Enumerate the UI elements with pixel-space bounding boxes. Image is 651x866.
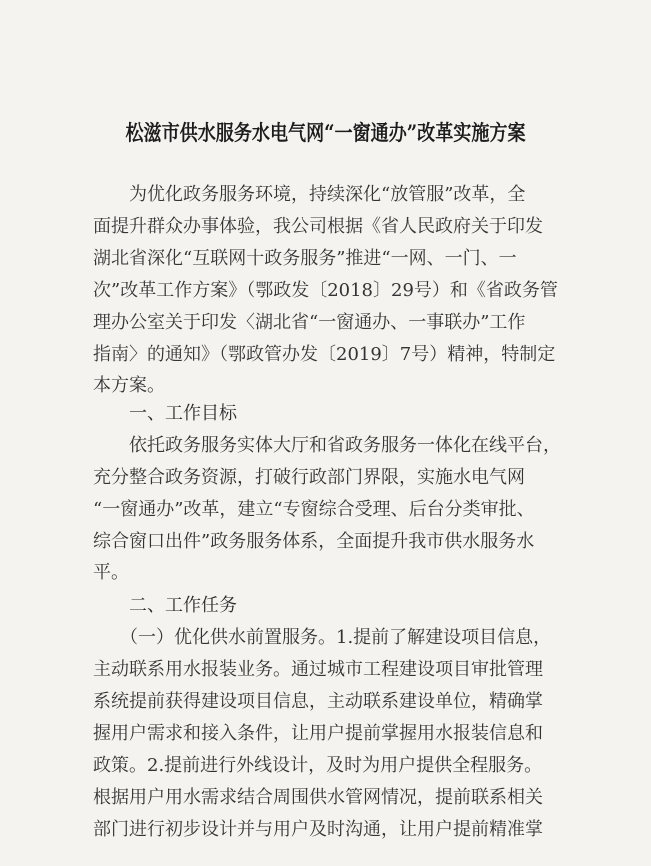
section-heading-2: 二、工作任务	[93, 595, 237, 616]
body-line: 握用户需求和接入条件，让用户提前掌握用水报装信息和	[93, 723, 543, 744]
body-line: 次”改革工作方案》（鄂政发〔2018〕29号）和《省政务管	[93, 280, 558, 301]
body-line: 充分整合政务资源，打破行政部门界限，实施水电气网	[93, 467, 525, 488]
body-line: 主动联系用水报装业务。通过城市工程建设项目审批管理	[93, 659, 543, 680]
body-line: 面提升群众办事体验，我公司根据《省人民政府关于印发	[93, 216, 543, 237]
body-line: “一窗通办”改革，建立“专窗综合受理、后台分类审批、	[93, 499, 535, 520]
document-title: 松滋市供水服务水电气网“一窗通办”改革实施方案	[125, 120, 526, 145]
body-line: 湖北省深化“互联网十政务服务”推进“一网、一门、一	[93, 248, 517, 269]
body-line: 部门进行初步设计并与用户及时沟通，让用户提前精准掌	[93, 819, 543, 840]
body-line: 依托政务服务实体大厅和省政务服务一体化在线平台，	[93, 435, 561, 456]
body-line: 综合窗口出件”政务服务体系，全面提升我市供水服务水	[93, 531, 535, 552]
body-line: 指南〉的通知》（鄂政管办发〔2019〕7号）精神，特制定	[93, 344, 556, 365]
section-heading-1: 一、工作目标	[93, 403, 237, 424]
body-line: 理办公室关于印发〈湖北省“一窗通办、一事联办”工作	[93, 312, 526, 333]
body-line: （一）优化供水前置服务。1.提前了解建设项目信息，	[93, 627, 552, 648]
body-line: 为优化政务服务环境，持续深化“放管服”改革，全	[93, 184, 526, 205]
body-line: 根据用户用水需求结合周围供水管网情况，提前联系相关	[93, 787, 543, 808]
body-line: 系统提前获得建设项目信息，主动联系建设单位，精确掌	[93, 691, 543, 712]
body-line: 本方案。	[93, 375, 165, 396]
body-line: 平。	[93, 562, 129, 583]
body-line: 政策。2.提前进行外线设计，及时为用户提供全程服务。	[93, 755, 543, 776]
